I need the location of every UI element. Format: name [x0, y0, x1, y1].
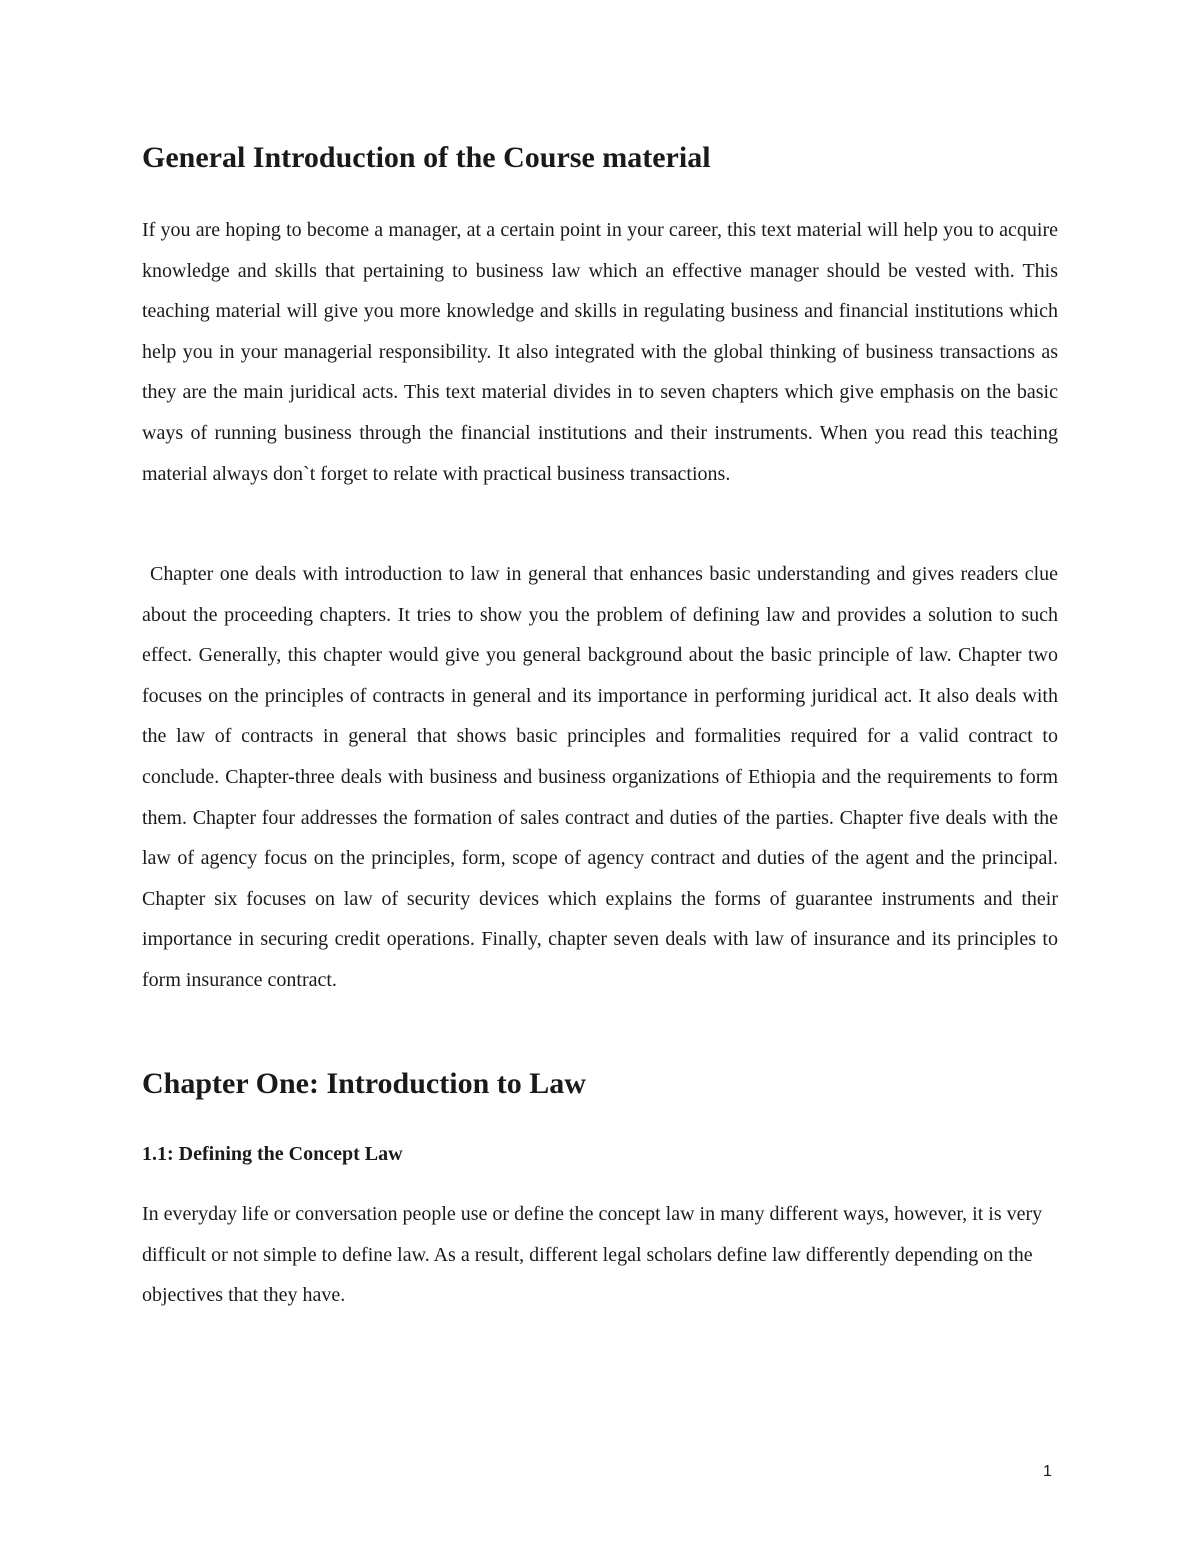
intro-paragraph-1: If you are hoping to become a manager, at a certain point in your career, this text material will help you to acquire knowledge and skills that pertaining to business law which an effective manager should be vested with. This teaching material will give you more knowledge and skills in regulating business and financial institutions which help you in your managerial responsibility. It also integrated with the global thinking of business transactions as they are the main juridical acts. This text material divides in to seven chapters which give emphasis on the basic ways of running business through the financial institutions and their instruments. When you read this teaching material always don`t forget to relate with practical business transactions. — [142, 219, 1058, 485]
page-number: 1 — [1043, 1463, 1052, 1480]
document-title: General Introduction of the Course material — [142, 141, 711, 174]
chapter-heading: Chapter One: Introduction to Law — [142, 1067, 586, 1100]
section-heading: 1.1: Defining the Concept Law — [142, 1143, 403, 1165]
intro-paragraph-2: Chapter one deals with introduction to law in general that enhances basic understanding and gives readers clue about the proceeding chapters. It tries to show you the problem of defining law and provides a solution to such effect. Generally, this chapter would give you general background about the basic principle of law. Chapter two focuses on the principles of contracts in general and its importance in performing juridical act. It also deals with the law of contracts in general that shows basic principles and formalities required for a valid contract to conclude. Chapter-three deals with business and business organizations of Ethiopia and the requirements to form them. Chapter four addresses the formation of sales contract and duties of the parties. Chapter five deals with the law of agency focus on the principles, form, scope of agency contract and duties of the agent and the principal. Chapter six focuses on law of security devices which explains the forms of guarantee instruments and their importance in securing credit operations. Finally, chapter seven deals with law of insurance and its principles to form insurance contract. — [142, 563, 1058, 991]
section-paragraph: In everyday life or conversation people use or define the concept law in many different ways, however, it is very difficult or not simple to define law. As a result, different legal scholars define law differently depending on the objectives that they have. — [142, 1203, 1043, 1307]
